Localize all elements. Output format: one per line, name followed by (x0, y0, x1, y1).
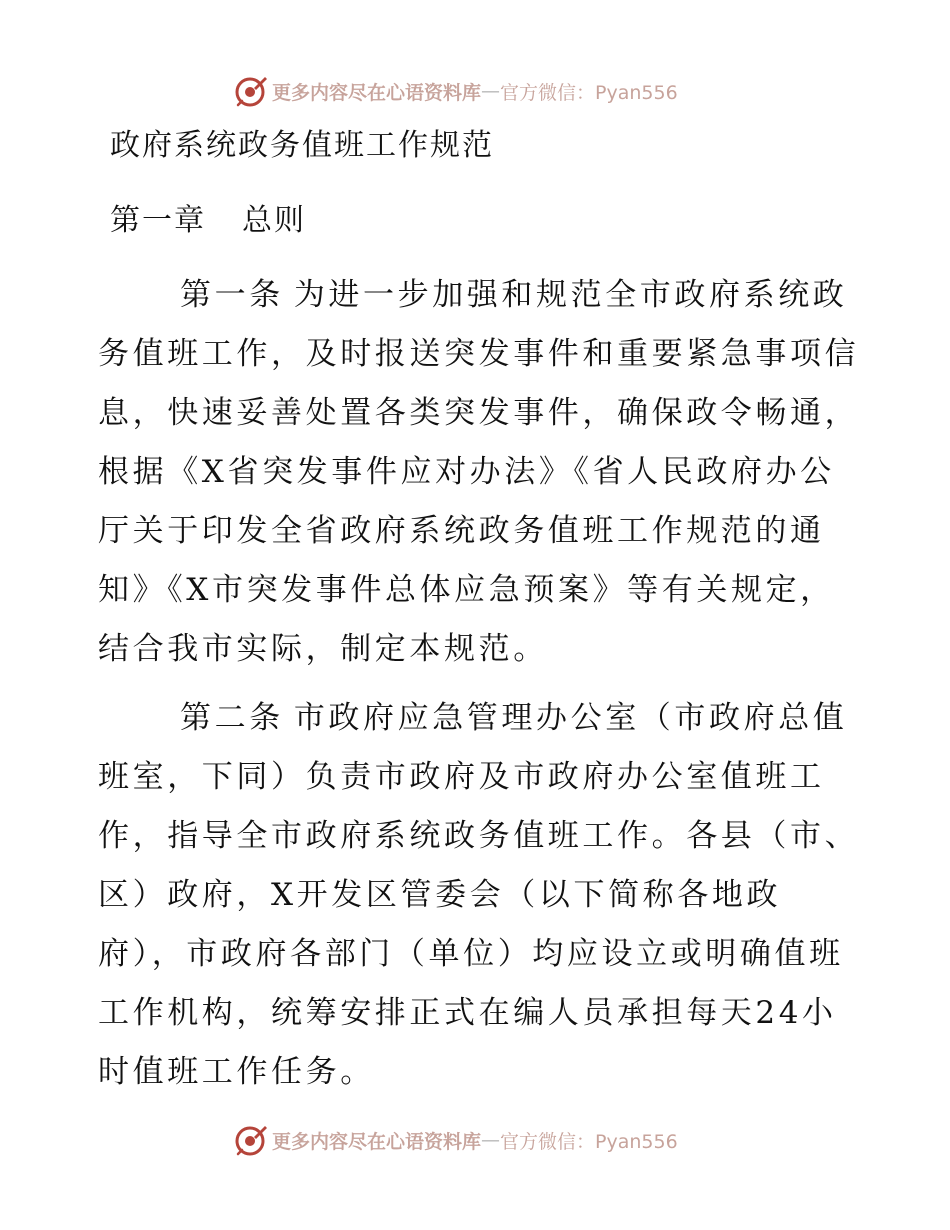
watermark-header (234, 73, 678, 109)
pen-nib-logo-icon (234, 74, 268, 108)
article-line: 作，指导全市政府系统政务值班工作。各县（市、 (98, 818, 860, 854)
pen-nib-logo-icon (234, 1123, 268, 1157)
watermark-brand-text: 更多内容尽在心语资料库 (272, 1130, 482, 1153)
watermark-footer (234, 1122, 678, 1158)
article-line: 区）政府，X开发区管委会（以下简称各地政 (98, 877, 782, 913)
article-label: 第一条 (180, 277, 284, 313)
article-line: 结合我市实际，制定本规范。 (98, 631, 548, 667)
article-line: 第一条 为进一步加强和规范全市政府系统政 (180, 277, 848, 313)
chapter-heading (110, 199, 306, 243)
watermark-separator: — (481, 1129, 501, 1151)
article-line: 第二条 市政府应急管理办公室（市政府总值 (180, 700, 848, 736)
article-line: 工作机构，统筹安排正式在编人员承担每天24小 (98, 995, 837, 1031)
article-line: 时值班工作任务。 (98, 1054, 375, 1090)
document-title: 政府系统政务值班工作规范 (110, 128, 494, 163)
article-line: 班室，下同）负责市政府及市政府办公室值班工 (98, 759, 825, 795)
article-line: 知》《X市突发事件总体应急预案》等有关规定， (98, 572, 835, 608)
article-1 (98, 266, 858, 679)
watermark-separator: — (481, 80, 501, 102)
article-line: 厅关于印发全省政府系统政务值班工作规范的通 (98, 513, 825, 549)
watermark-account-text: 官方微信：Pyan556 (500, 1130, 678, 1153)
article-line: 息，快速妥善处置各类突发事件，确保政令畅通， (98, 395, 860, 431)
article-label: 第二条 (180, 700, 284, 736)
watermark-account-text: 官方微信：Pyan556 (500, 81, 678, 104)
watermark-brand-text: 更多内容尽在心语资料库 (272, 81, 482, 104)
article-line: 根据《X省突发事件应对办法》《省人民政府办公 (98, 454, 835, 490)
chapter-number: 第一章 (110, 203, 206, 238)
article-line: 府），市政府各部门（单位）均应设立或明确值班 (98, 936, 844, 972)
chapter-name: 总则 (242, 203, 306, 238)
article-2 (98, 689, 858, 1102)
article-line: 务值班工作，及时报送突发事件和重要紧急事项信 (98, 336, 860, 372)
